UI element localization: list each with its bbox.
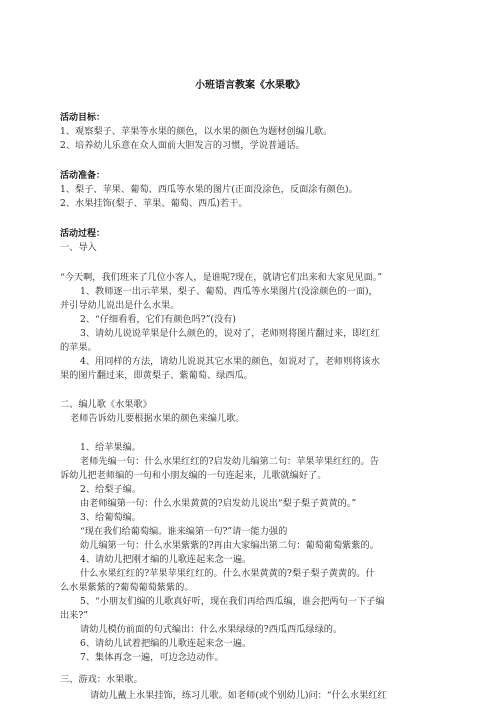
body-line: 3、给葡萄编。: [80, 512, 141, 523]
body-line: “今天啊，我们班来了几位小客人，是谁呢?现在，就请它们出来和大家见见面。”: [60, 272, 383, 283]
subsection-heading: 一、导入: [60, 242, 97, 253]
body-line: 6、请幼儿试着把编的儿歌连起来念一遍。: [80, 638, 252, 649]
objective-item: 1、观察梨子、苹果等水果的颜色，以水果的颜色为题材创编儿歌。: [60, 126, 333, 137]
section-heading-objectives: 活动目标：: [60, 113, 106, 123]
body-line: 老师告诉幼儿要根据水果的颜色来编儿歌。: [70, 413, 245, 424]
body-line: 果的图片翻过来，即黄梨子、紫葡萄、绿西瓜。: [60, 370, 253, 381]
body-line: 幼儿编第一句：什么水果紫紫的?再由大家编出第二句：葡萄葡萄紫紫的。: [80, 540, 379, 551]
body-line: “现在我们给葡萄编。谁来编第一句?”请一能力强的: [80, 526, 288, 537]
body-line: 3、请幼儿说说苹果是什么颜色的，说对了，老师则将图片翻过来，即红红: [80, 328, 380, 339]
objective-item: 2、培养幼儿乐意在众人面前大胆发言的习惯，学说普通话。: [60, 140, 305, 151]
body-line: 并引导幼儿说出是什么水果。: [60, 300, 180, 311]
body-line: 2、“仔细看看，它们有颜色吗?”(没有): [80, 314, 236, 325]
subsection-heading: 二、编儿歌《水果歌》: [60, 399, 152, 410]
body-line: 1、给苹果编。: [80, 442, 141, 453]
body-line: 么水果紫紫的?葡萄葡萄紫紫的。: [60, 582, 194, 593]
section-heading-preparation: 活动准备：: [60, 171, 106, 181]
body-line: 由老师编第一句：什么水果黄黄的?启发幼儿说出“梨子梨子黄黄的。”: [80, 498, 357, 509]
subsection-heading: 三、游戏：水果歌。: [60, 674, 143, 685]
body-line: 的苹果。: [60, 342, 97, 353]
body-line: 请幼儿模仿前面的句式编出：什么水果绿绿的?西瓜西瓜绿绿的。: [80, 624, 343, 635]
body-line: 老师先编一句：什么水果红红的?启发幼儿编第二句：苹果苹果红红的。告: [80, 456, 379, 467]
body-line: 2、给梨子编。: [80, 484, 141, 495]
body-line: 诉幼儿把老师编的一句和小朋友编的一句连起来，儿歌就编好了。: [60, 470, 327, 481]
document-title: 小班语言教案《水果歌》: [195, 80, 305, 91]
body-line: 请幼儿戴上水果挂饰，练习儿歌。如老师(或个别幼儿)问：“什么水果红红: [90, 690, 387, 701]
body-line: 4、用同样的方法，请幼儿说说其它水果的颜色，如说对了，老师则将该水: [80, 356, 380, 367]
body-line: 4、请幼儿把刚才编的儿歌连起来念一遍。: [80, 554, 252, 565]
body-line: 出来?”: [60, 610, 88, 621]
section-heading-process: 活动过程：: [60, 229, 106, 239]
body-line: 5、“小朋友们编的儿歌真好听，现在我们再给西瓜编，谁会把两句一下子编: [80, 596, 385, 607]
body-line: 7、集体再念一遍，可边念边动作。: [80, 652, 224, 663]
body-line: 什么水果红红的?苹果苹果红红的。什么水果黄黄的?梨子梨子黄黄的。什: [80, 568, 375, 579]
preparation-item: 1、梨子、苹果、葡萄、西瓜等水果的图片(正面没涂色，反面涂有颜色)。: [60, 184, 358, 195]
preparation-item: 2、水果挂饰(梨子、苹果、葡萄、西瓜)若干。: [60, 198, 248, 209]
body-line: 1、教师逐一出示苹果、梨子、葡萄、西瓜等水果图片(没涂颜色的一面)，: [80, 286, 378, 297]
